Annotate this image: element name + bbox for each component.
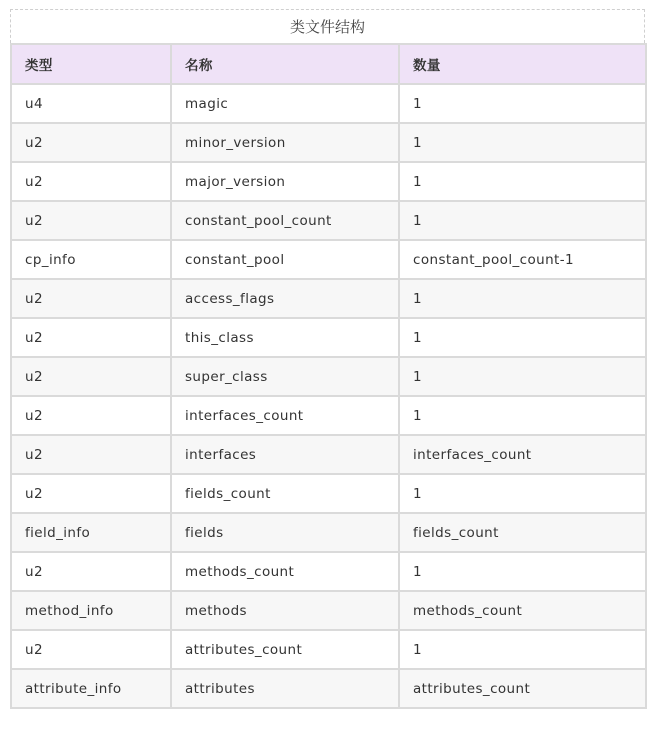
header-count: 数量 <box>399 44 646 84</box>
table-row <box>11 84 646 123</box>
table-row <box>11 630 646 669</box>
cell-count: methods_count <box>399 591 646 630</box>
header-name: 名称 <box>171 44 399 84</box>
cell-count: constant_pool_count-1 <box>399 240 646 279</box>
cell-count: 1 <box>399 162 646 201</box>
table-header <box>11 44 646 84</box>
cell-name: attributes_count <box>171 630 399 669</box>
cell-name: fields_count <box>171 474 399 513</box>
cell-name: fields <box>171 513 399 552</box>
cell-type: u2 <box>11 630 171 669</box>
table-caption: 类文件结构 <box>10 9 645 43</box>
cell-count: attributes_count <box>399 669 646 708</box>
cell-type: u2 <box>11 201 171 240</box>
cell-count: fields_count <box>399 513 646 552</box>
cell-count: 1 <box>399 279 646 318</box>
table-row <box>11 123 646 162</box>
class-file-structure-table <box>10 43 647 709</box>
cell-name: interfaces <box>171 435 399 474</box>
cell-name: magic <box>171 84 399 123</box>
table-row <box>11 669 646 708</box>
cell-type: cp_info <box>11 240 171 279</box>
table-row <box>11 357 646 396</box>
cell-name: interfaces_count <box>171 396 399 435</box>
cell-type: u4 <box>11 84 171 123</box>
header-type: 类型 <box>11 44 171 84</box>
cell-name: constant_pool <box>171 240 399 279</box>
table-row <box>11 474 646 513</box>
cell-count: 1 <box>399 474 646 513</box>
cell-name: major_version <box>171 162 399 201</box>
table-row <box>11 396 646 435</box>
cell-type: u2 <box>11 552 171 591</box>
table-row <box>11 591 646 630</box>
header-row <box>11 44 646 84</box>
cell-count: 1 <box>399 318 646 357</box>
cell-count: 1 <box>399 201 646 240</box>
table-body <box>11 84 646 708</box>
cell-name: super_class <box>171 357 399 396</box>
cell-type: u2 <box>11 162 171 201</box>
cell-type: method_info <box>11 591 171 630</box>
table-row <box>11 201 646 240</box>
cell-count: 1 <box>399 552 646 591</box>
cell-name: methods_count <box>171 552 399 591</box>
cell-count: 1 <box>399 357 646 396</box>
cell-type: u2 <box>11 279 171 318</box>
class-file-structure-table-container <box>10 9 645 709</box>
cell-count: 1 <box>399 630 646 669</box>
cell-type: u2 <box>11 318 171 357</box>
table-row <box>11 240 646 279</box>
cell-type: attribute_info <box>11 669 171 708</box>
cell-type: u2 <box>11 474 171 513</box>
cell-name: minor_version <box>171 123 399 162</box>
table-row <box>11 162 646 201</box>
table-row <box>11 513 646 552</box>
table-row <box>11 552 646 591</box>
cell-type: u2 <box>11 123 171 162</box>
table-row <box>11 279 646 318</box>
cell-type: u2 <box>11 435 171 474</box>
cell-name: constant_pool_count <box>171 201 399 240</box>
cell-count: 1 <box>399 123 646 162</box>
table-row <box>11 435 646 474</box>
cell-type: field_info <box>11 513 171 552</box>
cell-count: interfaces_count <box>399 435 646 474</box>
cell-count: 1 <box>399 396 646 435</box>
cell-type: u2 <box>11 357 171 396</box>
cell-name: attributes <box>171 669 399 708</box>
cell-name: access_flags <box>171 279 399 318</box>
cell-name: methods <box>171 591 399 630</box>
cell-type: u2 <box>11 396 171 435</box>
cell-count: 1 <box>399 84 646 123</box>
cell-name: this_class <box>171 318 399 357</box>
table-row <box>11 318 646 357</box>
